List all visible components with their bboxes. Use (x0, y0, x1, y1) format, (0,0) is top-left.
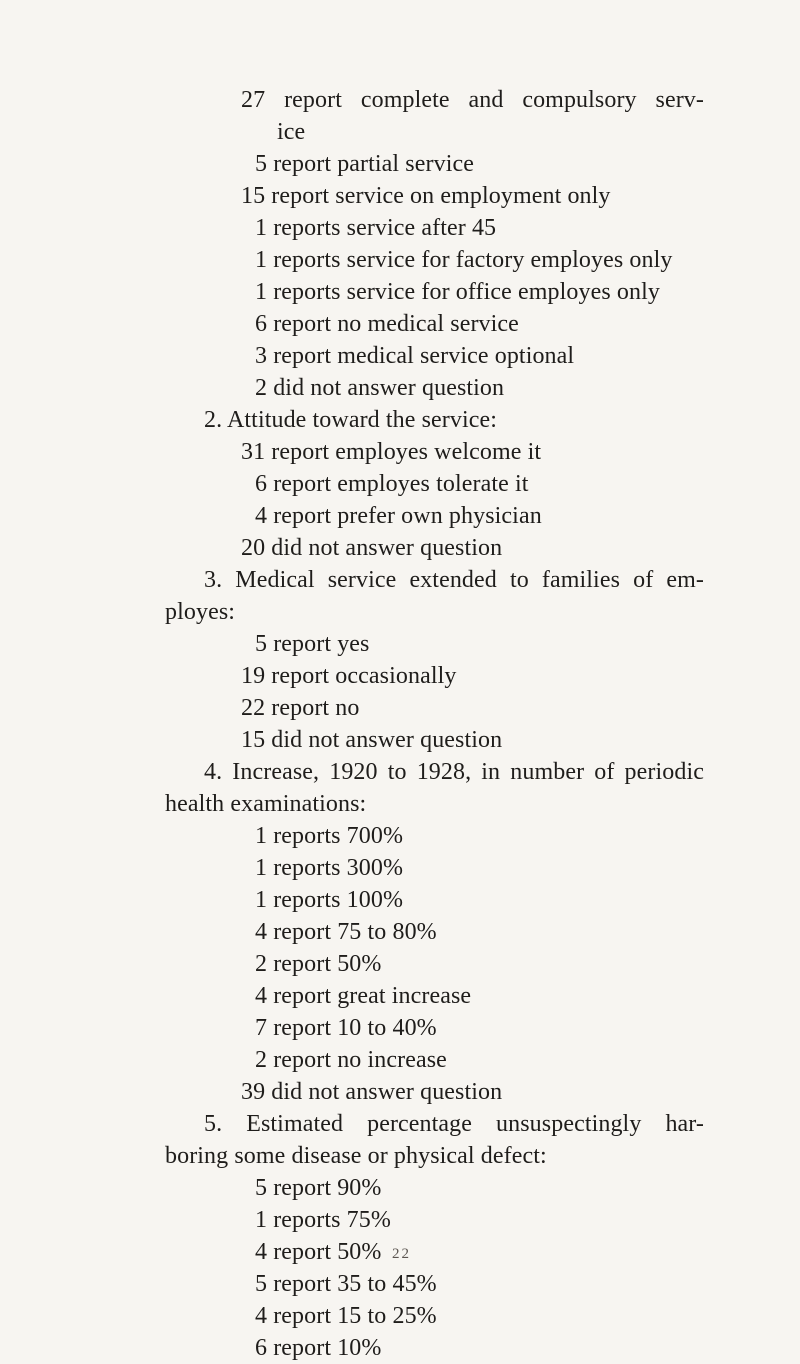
text-line: 1 reports 300% (255, 855, 404, 881)
text-line: 15 did not answer question (241, 727, 503, 753)
text-line: 2 did not answer question (255, 375, 505, 401)
text-line: 4. Increase, 1920 to 1928, in number of periodic (204, 759, 704, 785)
text-line: 2. Attitude toward the service: (204, 407, 498, 433)
text-line: 27 report complete and compulsory serv- (241, 87, 704, 113)
text-line: 5 report 90% (255, 1175, 382, 1201)
text-line: 22 report no (241, 695, 360, 721)
text-line: 6 report employes tolerate it (255, 471, 529, 497)
text-line: 4 report 75 to 80% (255, 919, 437, 945)
text-line: 5 report partial service (255, 151, 474, 177)
text-line: 7 report 10 to 40% (255, 1015, 437, 1041)
text-line: 20 did not answer question (241, 535, 503, 561)
page-number: 22 (392, 1246, 411, 1262)
text-line: health examinations: (165, 791, 367, 817)
text-line: 1 reports 100% (255, 887, 404, 913)
text-line: 31 report employes welcome it (241, 439, 542, 465)
text-line: 4 report 50% (255, 1239, 382, 1265)
text-line: ice (277, 119, 306, 145)
text-line: 1 reports service for factory employes only (255, 247, 673, 273)
text-line: 6 report no medical service (255, 311, 519, 337)
text-line: 5 report 35 to 45% (255, 1271, 437, 1297)
text-line: 1 reports 75% (255, 1207, 391, 1233)
text-line: boring some disease or physical defect: (165, 1143, 547, 1169)
text-line: 4 report 15 to 25% (255, 1303, 437, 1329)
text-line: 4 report great increase (255, 983, 472, 1009)
text-line: 6 report 10% (255, 1335, 382, 1361)
text-line: 39 did not answer question (241, 1079, 503, 1105)
text-line: 2 report 50% (255, 951, 382, 977)
text-line: 3. Medical service extended to families of em- (204, 567, 704, 593)
text-line: 2 report no increase (255, 1047, 447, 1073)
text-line: 15 report service on employment only (241, 183, 611, 209)
text-line: 1 reports service after 45 (255, 215, 497, 241)
text-line: 5 report yes (255, 631, 370, 657)
text-line: 4 report prefer own physician (255, 503, 542, 529)
text-line: 3 report medical service optional (255, 343, 575, 369)
text-line: 1 reports 700% (255, 823, 404, 849)
text-line: 1 reports service for office employes only (255, 279, 660, 305)
text-line: 5. Estimated percentage unsuspectingly har- (204, 1111, 704, 1137)
text-line: ployes: (165, 599, 236, 625)
text-line: 19 report occasionally (241, 663, 457, 689)
